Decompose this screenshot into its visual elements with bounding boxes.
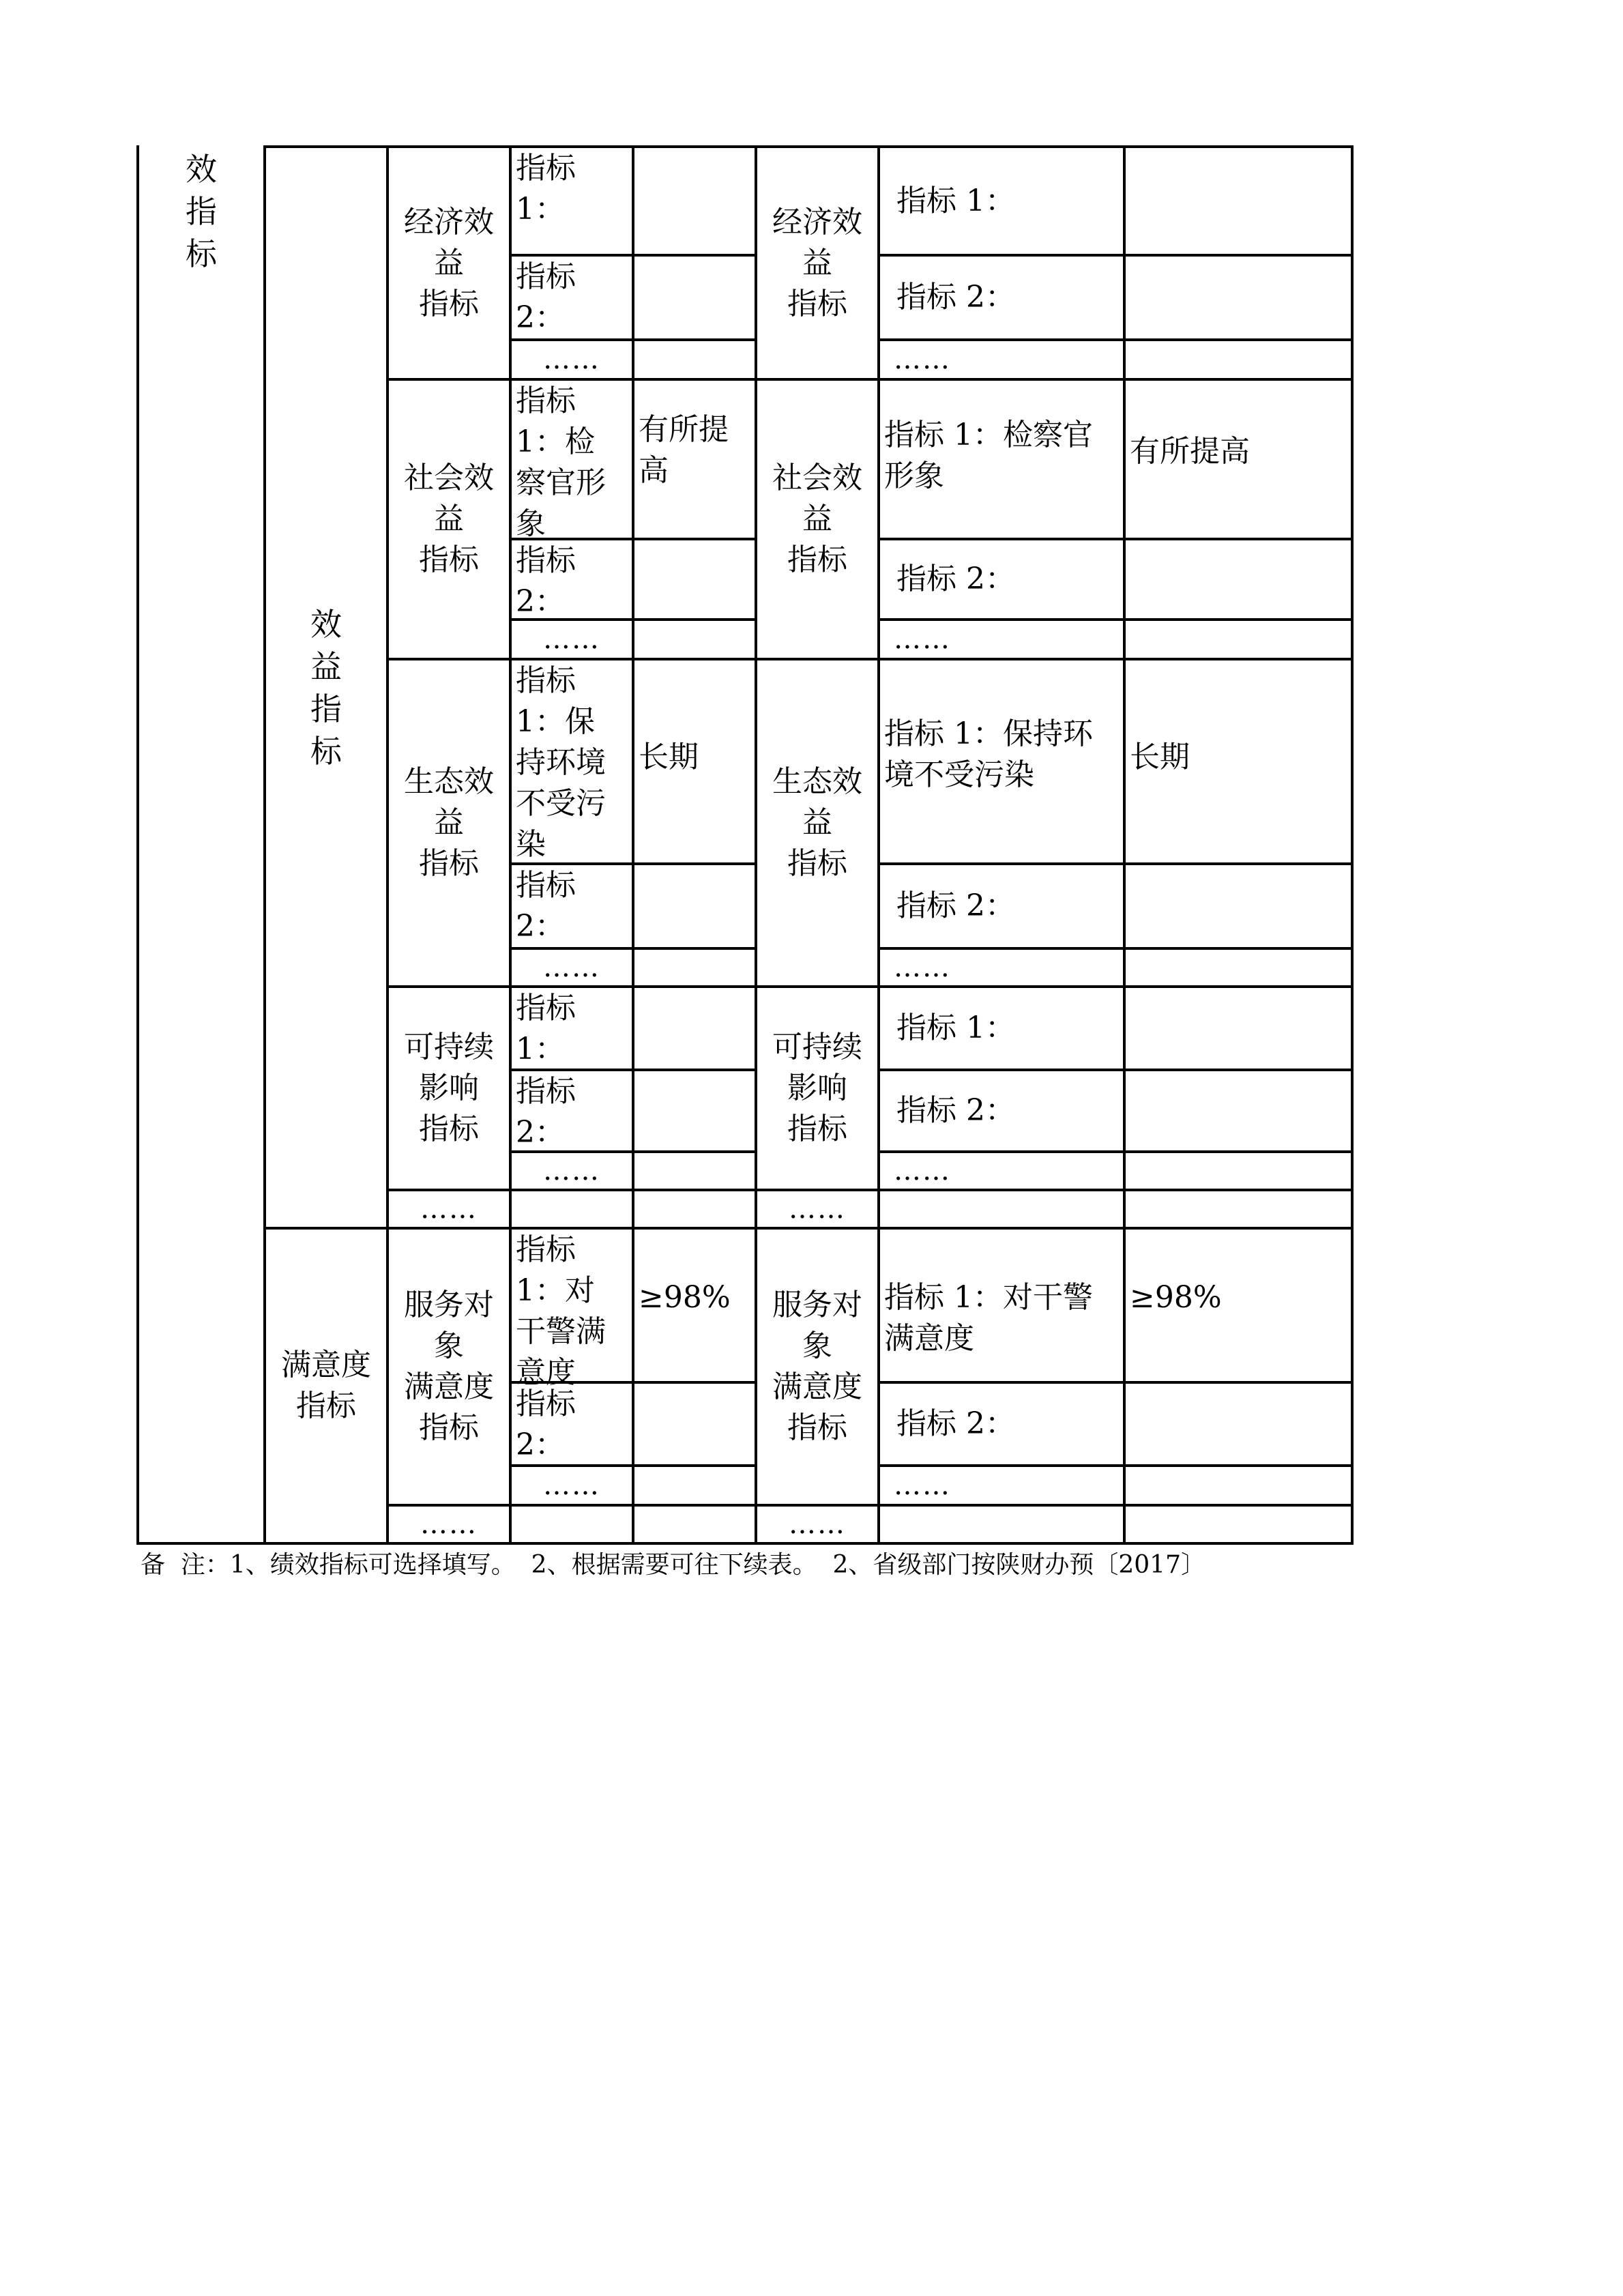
indicator-ecological-2 — [880, 865, 1123, 947]
indicator-social-2 — [880, 540, 1123, 618]
ellipsis: …… — [543, 1470, 600, 1501]
indicator-service-1-value — [634, 1277, 755, 1332]
ellipsis: …… — [543, 1155, 600, 1187]
satisfaction-indicator-group — [266, 1230, 386, 1542]
category-sustainable — [757, 988, 877, 1189]
indicator-sustainable-2 — [512, 1071, 632, 1150]
ellipsis: …… — [420, 1193, 478, 1225]
category-economic — [757, 148, 877, 378]
ellipsis-row — [880, 341, 1123, 378]
ellipsis-row — [389, 1507, 509, 1542]
ellipsis: …… — [894, 1155, 951, 1187]
category-ecological — [757, 660, 877, 985]
category-service-text: 服务对 象 满意度 指标 — [404, 1288, 494, 1445]
ellipsis-row — [512, 621, 632, 658]
category-economic-text: 经济效 益 指标 — [404, 204, 494, 321]
indicator-service-1 — [880, 1277, 1123, 1373]
indicator-economic-2 — [880, 257, 1123, 338]
category-economic-text: 经济效 益 指标 — [772, 204, 862, 321]
indicator-text: 指标 1：检 察官形 象 — [516, 383, 606, 541]
indicator-ecological-1-value — [634, 737, 755, 805]
indicator-sustainable-2 — [880, 1071, 1123, 1150]
ellipsis-row — [512, 950, 632, 985]
indicator-text: 指标 1： — [516, 151, 576, 227]
indicator-social-1-value — [634, 409, 755, 538]
indicator-text: 指标 1： — [516, 991, 576, 1066]
indicator-text: 指标 2： — [516, 259, 576, 335]
footnote: 备 注：1、绩效指标可选择填写。 2、根据需要可往下续表。 2、省级部门按陕财办预〔2017〕 — [141, 1551, 1205, 1579]
ellipsis-row — [757, 1191, 877, 1227]
indicator-social-2 — [512, 540, 632, 618]
indicator-sustainable-1 — [880, 988, 1123, 1069]
category-sustainable — [389, 988, 509, 1189]
outer-label-text: 效 指 标 — [186, 151, 217, 272]
indicator-text: 指标 1：保持环 境不受污染 — [884, 716, 1093, 792]
indicator-sustainable-1 — [512, 988, 632, 1069]
indicator-text: 指标 2： — [896, 280, 1015, 315]
rule — [1351, 145, 1354, 1545]
outer-label — [139, 148, 263, 285]
indicator-social-1 — [880, 415, 1123, 538]
indicator-text: 指标 2： — [516, 543, 576, 619]
indicator-economic-1 — [512, 148, 632, 254]
indicator-social-1 — [512, 381, 632, 541]
ellipsis: …… — [420, 1509, 478, 1540]
indicator-ecological-1-value — [1126, 737, 1351, 791]
indicator-text: 指标 1：对干警 满意度 — [884, 1280, 1093, 1356]
ellipsis: …… — [543, 624, 600, 655]
indicator-value: ≥98% — [1130, 1280, 1222, 1315]
category-social — [389, 381, 509, 658]
indicator-text: 指标 1：对 干警满 意度 — [516, 1232, 606, 1390]
indicator-text: 指标 2： — [896, 1093, 1015, 1128]
indicator-text: 指标 1： — [896, 1011, 1015, 1045]
benefit-indicator-group — [266, 148, 386, 1227]
ellipsis: …… — [894, 344, 951, 375]
indicator-value: 长期 — [1130, 740, 1190, 774]
category-service — [389, 1230, 509, 1504]
category-service — [757, 1230, 877, 1504]
ellipsis: …… — [894, 624, 951, 655]
indicator-text: 指标 1： — [896, 183, 1015, 218]
category-social — [757, 381, 877, 658]
category-economic — [389, 148, 509, 378]
indicator-value: ≥98% — [639, 1280, 731, 1315]
ellipsis: …… — [894, 952, 951, 983]
indicator-service-2 — [880, 1384, 1123, 1464]
category-social-text: 社会效 益 指标 — [404, 461, 494, 577]
indicator-value: 有所提高 — [1130, 434, 1250, 469]
indicator-text: 指标 2： — [516, 1074, 576, 1150]
category-ecological-text: 生态效 益 指标 — [772, 764, 862, 881]
rule — [1123, 145, 1126, 1545]
ellipsis-row — [880, 1467, 1123, 1504]
category-service-text: 服务对 象 满意度 指标 — [772, 1288, 862, 1445]
ellipsis: …… — [789, 1193, 846, 1225]
ellipsis-row — [880, 1153, 1123, 1189]
ellipsis: …… — [789, 1509, 846, 1540]
indicator-text: 指标 1：保 持环境 不受污 染 — [516, 663, 606, 862]
indicator-ecological-1 — [880, 714, 1123, 823]
indicator-text: 指标 2： — [896, 1406, 1015, 1441]
indicator-text: 指标 1：检察官 形象 — [884, 418, 1093, 493]
indicator-economic-1 — [880, 148, 1123, 254]
rule — [632, 145, 634, 1545]
indicator-text: 指标 2： — [516, 868, 576, 944]
indicator-service-1 — [512, 1230, 632, 1390]
ellipsis: …… — [543, 952, 600, 983]
indicator-value: 有所提 高 — [639, 412, 729, 488]
benefit-indicator-group-text: 效 益 指 标 — [310, 605, 342, 770]
category-ecological-text: 生态效 益 指标 — [404, 764, 494, 881]
ellipsis-row — [512, 1153, 632, 1189]
indicator-value: 长期 — [639, 740, 699, 774]
ellipsis: …… — [543, 344, 600, 375]
indicator-text: 指标 2： — [896, 562, 1015, 596]
category-sustainable-text: 可持续 影响 指标 — [772, 1030, 862, 1146]
ellipsis-row — [512, 341, 632, 378]
indicator-service-1-value — [1126, 1277, 1351, 1332]
ellipsis-row — [389, 1191, 509, 1227]
indicator-service-2 — [512, 1384, 632, 1464]
satisfaction-indicator-group-text: 满意度 指标 — [281, 1348, 371, 1423]
ellipsis-row — [512, 1467, 632, 1504]
indicator-ecological-1 — [512, 660, 632, 862]
ellipsis-row — [880, 621, 1123, 658]
indicator-economic-2 — [512, 257, 632, 338]
ellipsis-row — [880, 950, 1123, 985]
ellipsis: …… — [894, 1470, 951, 1501]
rule — [136, 145, 139, 1545]
category-social-text: 社会效 益 指标 — [772, 461, 862, 577]
indicator-text: 指标 2： — [516, 1386, 576, 1462]
indicator-ecological-2 — [512, 865, 632, 947]
indicator-social-1-value — [1126, 431, 1351, 486]
category-ecological — [389, 660, 509, 985]
category-sustainable-text: 可持续 影响 指标 — [404, 1030, 494, 1146]
indicator-text: 指标 2： — [896, 888, 1015, 923]
ellipsis-row — [757, 1507, 877, 1542]
